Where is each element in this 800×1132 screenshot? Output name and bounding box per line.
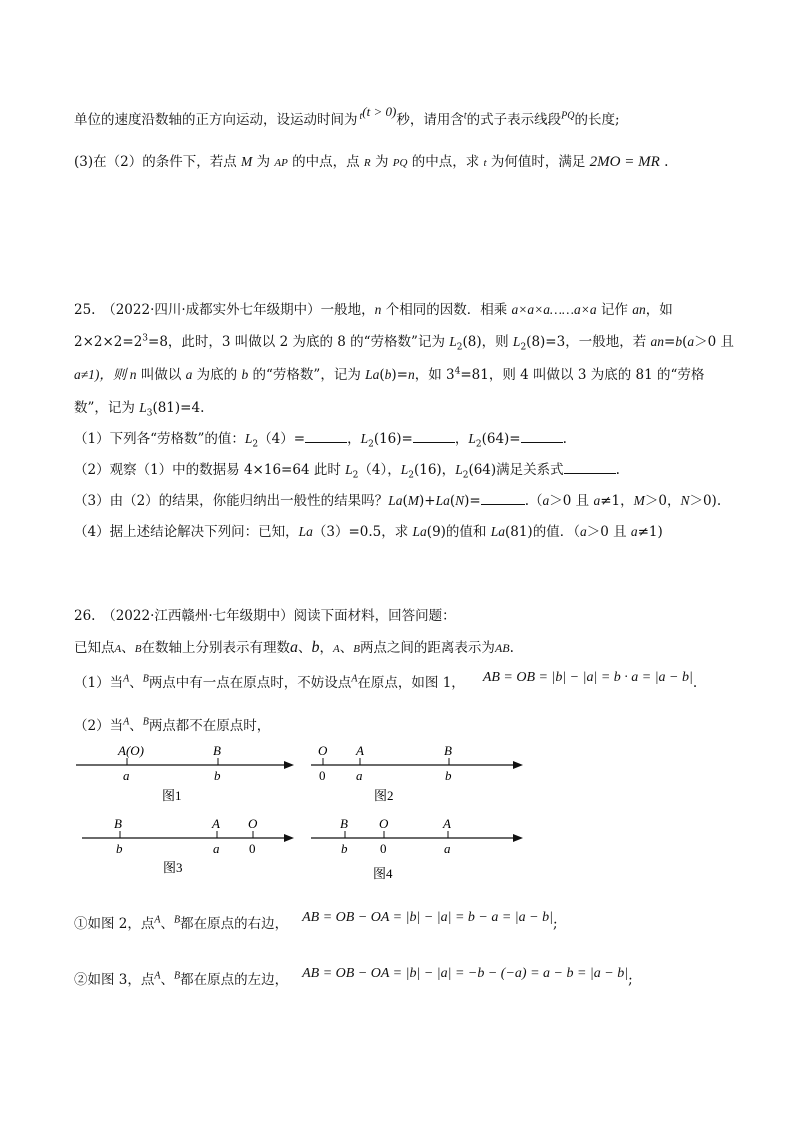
math-var: B: [174, 970, 181, 982]
text: 、: [297, 640, 312, 656]
text: 在原点，如图 1，: [357, 675, 465, 691]
text: 的式子表示线段: [466, 112, 562, 128]
p25-line-3: [74, 363, 704, 383]
value-label: b: [445, 768, 452, 783]
text: )+: [418, 493, 436, 509]
math-var: a: [630, 524, 638, 539]
subscript: 2: [456, 342, 463, 353]
number-line-fig3: [82, 816, 294, 875]
point-label: A: [356, 743, 364, 758]
text: (64)=: [481, 431, 521, 447]
text: （2）观察（1）中的数据易 4×16=64 此时: [74, 462, 346, 478]
text: ;: [628, 972, 633, 988]
text: .: [615, 462, 620, 478]
math-expr: a≠1)，则: [74, 367, 130, 382]
text: (8)，则: [462, 334, 513, 350]
math-var: PQ: [561, 110, 575, 122]
subscript: 2: [408, 470, 414, 481]
point-label: B: [114, 816, 122, 831]
text: （2）当: [74, 718, 124, 734]
text: （1）当: [74, 675, 124, 691]
math-var: b: [241, 367, 249, 382]
text: 的中点，点: [292, 154, 360, 170]
math-var: PQ: [392, 157, 408, 169]
point-label: O: [318, 743, 328, 758]
text: 秒，请用含: [396, 112, 464, 128]
text: 两点都不在原点时，: [148, 718, 271, 734]
text: 25. （2022·四川·成都实外七年级期中）一般地，: [74, 302, 375, 318]
math-var: L: [449, 334, 457, 349]
math-var: L: [400, 462, 409, 477]
p25-question-4: [74, 520, 663, 540]
figure-caption: 图2: [374, 788, 394, 803]
text: 叫做以: [136, 367, 186, 383]
exponent: 3: [142, 333, 149, 344]
text: （3）=0.5，求: [312, 524, 413, 540]
text: 的长度;: [574, 112, 620, 128]
text: ＞0 且: [694, 334, 734, 350]
math-var: a: [593, 493, 601, 508]
math-var: A: [351, 673, 358, 685]
text: (: [449, 493, 456, 509]
math-var: n: [408, 367, 415, 382]
text: 记作: [596, 302, 633, 318]
math-var: L: [139, 400, 147, 415]
text: 、: [160, 972, 174, 988]
text: 都在原点的右边，: [180, 916, 289, 932]
math-var: R: [363, 157, 371, 169]
p26-line-1: [74, 604, 456, 624]
text: （1）下列各“劳格数”的值：: [74, 431, 245, 447]
p25-question-3: [74, 489, 721, 509]
text: (16)，: [413, 462, 456, 478]
math-var: AP: [274, 157, 288, 169]
math-var: a: [687, 334, 695, 349]
text: 在数轴上分别表示有理数: [141, 640, 290, 656]
math-equation: AB = OB − OA = |b| − |a| = −b − (−a) = a − b = |a − b|: [302, 966, 629, 981]
point-label: B: [213, 743, 221, 758]
math-expr: La: [388, 493, 403, 508]
math-var: B: [174, 914, 181, 926]
value-label: 0: [380, 841, 387, 856]
text: 、: [160, 916, 174, 932]
math-var: A: [114, 643, 122, 655]
text: 两点中有一点在原点时，不妨设点: [148, 675, 352, 691]
text: 两点之间的距离表示为: [359, 640, 495, 656]
p25-line-4: [74, 396, 204, 419]
subscript: 2: [368, 439, 374, 450]
text: ;: [552, 916, 558, 932]
point-label: O: [379, 816, 389, 831]
math-var: L: [512, 334, 521, 349]
text: (: [402, 493, 408, 509]
value-label: a: [356, 768, 363, 783]
text: .: [509, 640, 514, 656]
p25-line-2: [74, 330, 734, 353]
math-var: N: [455, 493, 465, 508]
math-var: A: [123, 673, 130, 685]
number-line-fig1: [76, 743, 294, 803]
text: (: [682, 334, 688, 350]
p26-subcase-2: [74, 968, 633, 989]
text: .: [562, 431, 567, 447]
p26-line-2: [74, 636, 514, 657]
p25-line-1: [74, 298, 673, 318]
text: ≠1): [637, 524, 663, 540]
text: (8)=3，一般地，若: [526, 334, 651, 350]
p25-question-2: [74, 458, 620, 481]
answer-blank[interactable]: [481, 492, 525, 505]
text: (: [379, 367, 385, 383]
math-expr: La: [412, 524, 427, 539]
math-var: M: [633, 493, 645, 508]
point-label: A: [443, 816, 451, 831]
text: ，如 3: [414, 367, 455, 383]
text: ②如图 3，点: [74, 972, 155, 988]
value-label: b: [214, 768, 221, 783]
figure-caption: 图4: [373, 866, 393, 881]
text: .: [664, 154, 669, 170]
point-label: A(O): [118, 743, 144, 758]
text: =8，此时，3 叫做以 2 为底的 8 的“劳格数”记为: [148, 334, 450, 350]
text: .（: [524, 493, 543, 509]
p24-line-2: [74, 150, 668, 171]
figure-caption: 图3: [163, 860, 183, 875]
text: 26. （2022·江西赣州·七年级期中）阅读下面材料，回答问题：: [74, 608, 456, 624]
answer-blank[interactable]: [521, 430, 563, 443]
point-label: O: [248, 816, 258, 831]
math-var: a: [579, 524, 587, 539]
subscript: 3: [146, 408, 153, 419]
text: 数”，记为: [74, 400, 140, 416]
text: )=: [464, 493, 481, 509]
text: )=: [391, 367, 408, 383]
p24-line-1: [74, 104, 620, 128]
math-expr: an: [650, 334, 664, 349]
math-var: B: [142, 716, 149, 728]
value-label: b: [341, 841, 348, 856]
math-var: n: [129, 367, 137, 382]
text: 、: [129, 675, 143, 691]
text: 都在原点的左边，: [180, 972, 289, 988]
p26-case-2: [74, 714, 270, 734]
subscript: 2: [252, 439, 259, 450]
value-label: a: [213, 841, 220, 856]
math-var: M: [241, 154, 253, 169]
exponent: 4: [454, 366, 461, 377]
math-expr: an: [632, 302, 646, 317]
math-condition: (t > 0): [362, 104, 397, 119]
point-label: B: [444, 743, 452, 758]
text: （4）据上述结论解决下列问：已知，: [74, 524, 299, 540]
text: (81)的值．（: [504, 524, 580, 540]
text: 为: [256, 154, 271, 170]
text: ，: [319, 640, 333, 656]
point-label: A: [212, 816, 220, 831]
math-var: b: [384, 367, 392, 382]
math-var: a: [185, 367, 193, 382]
text: 已知点: [74, 640, 115, 656]
text: 的“劳格数”，记为: [248, 367, 366, 383]
text: （4），: [358, 462, 401, 478]
text: ，: [454, 431, 469, 447]
text: ，: [347, 431, 361, 447]
value-label: 0: [319, 768, 326, 783]
text: 为: [374, 154, 389, 170]
math-var: A: [154, 914, 161, 926]
text: (16)=: [373, 431, 413, 447]
math-var: B: [134, 643, 142, 655]
text: (3)在（2）的条件下，若点: [74, 154, 237, 170]
text: =: [664, 334, 676, 350]
text: 、: [121, 640, 135, 656]
figure-caption: 图1: [162, 788, 182, 803]
math-var: L: [455, 462, 463, 477]
answer-blank[interactable]: [305, 430, 347, 443]
math-var: t: [359, 110, 363, 122]
p25-question-1: [74, 427, 567, 450]
math-var: a: [289, 639, 298, 656]
text: ＞0 且: [549, 493, 594, 509]
text: 、: [129, 718, 143, 734]
value-label: a: [123, 768, 130, 783]
math-var: n: [374, 302, 382, 317]
number-line-fig2: [311, 743, 523, 803]
text: ＞0).: [689, 493, 722, 509]
math-var: N: [680, 493, 690, 508]
math-var: A: [332, 643, 340, 655]
text: 个相同的因数．相乘: [381, 302, 512, 318]
math-var: B: [142, 673, 149, 685]
math-expr: La: [435, 493, 450, 508]
math-var: t: [483, 157, 487, 169]
p26-case-1: [74, 671, 697, 692]
math-var: AB: [494, 641, 510, 655]
math-var: b: [311, 639, 320, 656]
text: 为底的: [192, 367, 242, 383]
number-line-fig4: [311, 816, 523, 881]
subscript: 2: [352, 470, 359, 481]
math-equation: AB = OB = |b| − |a| = b · a = |a − b|: [482, 670, 693, 685]
math-var: B: [353, 643, 360, 655]
text: =81，则 4 叫做以 3 为底的 81 的“劳格: [460, 367, 705, 383]
math-var: L: [360, 431, 369, 446]
text: (9)的值和: [426, 524, 491, 540]
text: 为何值时，满足: [490, 154, 586, 170]
value-label: b: [116, 841, 123, 856]
text: ，如: [645, 302, 673, 318]
math-var: L: [345, 462, 353, 477]
math-equation: 2MO = MR: [589, 154, 660, 170]
point-label: B: [340, 816, 348, 831]
math-expr: La: [298, 524, 313, 539]
math-expr: a×a×a……a×a: [511, 302, 597, 317]
text: ①如图 2，点: [74, 916, 155, 932]
text: (81)=4.: [152, 400, 205, 416]
text: ＞0 且: [586, 524, 631, 540]
math-equation: AB = OB − OA = |b| − |a| = b − a = |a − b|: [302, 910, 553, 925]
text: .: [692, 675, 698, 691]
value-label: a: [444, 841, 451, 856]
math-var: A: [123, 716, 130, 728]
text: ≠1，: [600, 493, 634, 509]
math-var: L: [468, 431, 476, 446]
text: （3）由（2）的结果，你能归纳出一般性的结果吗？: [74, 493, 389, 509]
value-label: 0: [249, 841, 256, 856]
math-var: A: [154, 970, 161, 982]
text: ＞0，: [644, 493, 681, 509]
math-expr: La: [365, 367, 380, 382]
text: (64)满足关系式: [468, 462, 564, 478]
text: 、: [339, 640, 354, 656]
math-var: M: [407, 493, 419, 508]
answer-blank[interactable]: [413, 430, 455, 443]
subscript: 2: [475, 439, 482, 450]
text: 2×2×2=2: [74, 334, 143, 350]
math-var: L: [244, 431, 253, 446]
text: 的中点，求: [411, 154, 480, 170]
answer-blank[interactable]: [564, 461, 616, 474]
math-var: t: [463, 110, 467, 122]
subscript: 2: [520, 342, 527, 353]
text: （4）=: [258, 431, 306, 447]
math-var: a: [542, 493, 550, 508]
text: 单位的速度沿数轴的正方向运动，设运动时间为: [74, 112, 358, 128]
math-var: b: [675, 334, 683, 349]
p26-subcase-1: [74, 912, 558, 933]
subscript: 2: [462, 470, 469, 481]
math-expr: La: [490, 524, 505, 539]
